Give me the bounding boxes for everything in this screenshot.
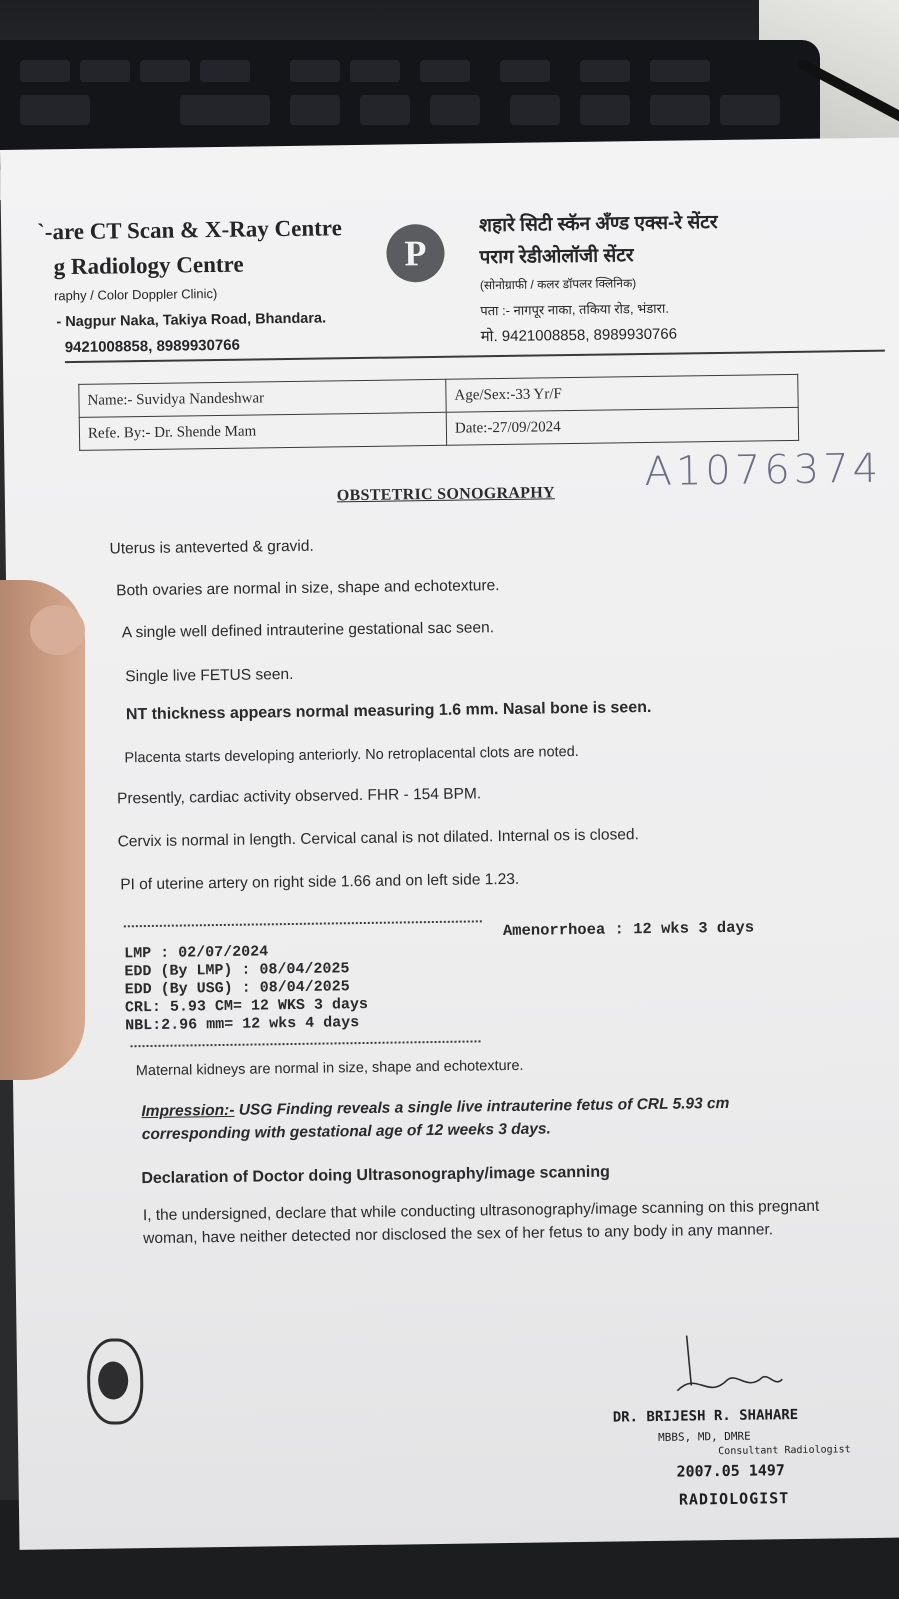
clinic-stamp	[87, 1338, 144, 1425]
keyboard-key	[430, 95, 480, 125]
keyboard-key	[420, 60, 470, 82]
keyboard-key	[580, 95, 630, 125]
keyboard-key	[200, 60, 250, 82]
doctor-registration: 2007.05 1497	[676, 1461, 786, 1481]
lmp-value: LMP : 02/07/2024	[124, 943, 269, 963]
clinic-address-hi: पता :- नागपूर नाका, तकिया रोड, भंडारा.	[480, 300, 669, 319]
finding-line: Cervix is normal in length. Cervical canal is not dilated. Internal os is closed.	[117, 826, 639, 851]
patient-age-sex: Age/Sex:-33 Yr/F	[446, 374, 798, 412]
declaration-title: Declaration of Doctor doing Ultrasonography/image scanning	[141, 1163, 610, 1188]
keyboard-key	[20, 60, 70, 82]
impression-label: Impression:-	[141, 1101, 235, 1121]
hand-thumb	[0, 580, 85, 1080]
keyboard-key	[720, 95, 780, 125]
finding-line: Single live FETUS seen.	[125, 665, 294, 686]
crl-value: CRL: 5.93 CM= 12 WKS 3 days	[124, 995, 369, 1017]
finding-line: NT thickness appears normal measuring 1.6 mm. Nasal bone is seen.	[125, 698, 652, 724]
doctor-role: RADIOLOGIST	[678, 1489, 790, 1509]
stamp-emblem	[98, 1361, 129, 1399]
referred-by: Refe. By:- Dr. Shende Mam	[79, 412, 446, 450]
dotted-divider	[131, 1040, 481, 1047]
keyboard-key	[80, 60, 130, 82]
finding-line: Both ovaries are normal in size, shape and echotexture.	[116, 577, 500, 600]
patient-info-table	[78, 374, 799, 451]
kidneys-finding: Maternal kidneys are normal in size, shape and echotexture.	[135, 1057, 524, 1080]
dotted-divider	[124, 920, 482, 927]
keyboard-key	[360, 95, 410, 125]
impression-paragraph	[141, 1090, 832, 1146]
signature-scrawl	[657, 1329, 788, 1411]
clinic-services-en: raphy / Color Doppler Clinic)	[53, 285, 218, 304]
finding-line: Uterus is anteverted & gravid.	[109, 537, 314, 558]
keyboard-key	[650, 95, 710, 125]
keyboard-key	[650, 60, 710, 82]
keyboard-key	[20, 95, 90, 125]
keyboard-key	[500, 60, 550, 82]
clinic-name-hi: शहारे सिटी स्कॅन अँण्ड एक्स-रे सेंटर	[478, 211, 718, 237]
keyboard-key	[140, 60, 190, 82]
keyboard-key	[510, 95, 560, 125]
clinic-phone-en: 9421008858, 8989930766	[64, 336, 241, 357]
report-paper	[0, 137, 899, 1549]
keyboard-key	[290, 60, 340, 82]
report-title: OBSTETRIC SONOGRAPHY	[336, 484, 556, 505]
amenorrhoea-value: Amenorrhoea : 12 wks 3 days	[502, 918, 755, 941]
impression-text: USG Finding reveals a single live intrauterine fetus of CRL 5.93 cm corresponding with gestational age of 12 weeks 3 days.	[141, 1094, 730, 1144]
thumb-nail	[30, 605, 85, 655]
finding-line: PI of uterine artery on right side 1.66 and on left side 1.23.	[120, 870, 520, 894]
edd-lmp-value: EDD (By LMP) : 08/04/2025	[124, 960, 350, 981]
keyboard-key	[180, 95, 270, 125]
finding-line: Presently, cardiac activity observed. FHR - 154 BPM.	[116, 785, 482, 808]
doctor-name: DR. BRIJESH R. SHAHARE	[612, 1406, 799, 1426]
edd-usg-value: EDD (By USG) : 08/04/2025	[124, 978, 350, 999]
handwritten-id: A1076374	[644, 445, 883, 496]
keyboard-key	[290, 95, 340, 125]
finding-line: A single well defined intrauterine gestational sac seen.	[121, 619, 495, 642]
patient-name: Name:- Suvidya Nandeshwar	[79, 379, 446, 417]
finding-line: Placenta starts developing anteriorly. No retroplacental clots are noted.	[124, 743, 579, 767]
clinic-logo	[386, 224, 445, 283]
declaration-text: I, the undersigned, declare that while conducting ultrasonography/image scanning on this pregnant woman, have neither detected nor disclosed the sex of her fetus to any body in any manner.	[142, 1197, 820, 1248]
doctor-subtitle: Consultant Radiologist	[718, 1444, 851, 1458]
clinic-subname-hi: पराग रेडीओलॉजी सेंटर	[479, 245, 634, 269]
clinic-phone-hi: मो. 9421008858, 8989930766	[480, 325, 678, 346]
doctor-degree: MBBS, MD, DMRE	[657, 1429, 751, 1444]
keyboard-key	[350, 60, 400, 82]
nbl-value: NBL:2.96 mm= 12 wks 4 days	[125, 1014, 360, 1035]
logo-letter: P	[404, 233, 427, 274]
report-date: Date:-27/09/2024	[446, 407, 798, 445]
clinic-address-en: - Nagpur Naka, Takiya Road, Bhandara.	[56, 310, 327, 331]
clinic-subname-en: g Radiology Centre	[53, 251, 244, 280]
clinic-services-hi: (सोनोग्राफी / कलर डॉपलर क्लिनिक)	[479, 276, 637, 293]
keyboard-key	[580, 60, 630, 82]
clinic-name-en: `-are CT Scan & X-Ray Centre	[36, 215, 343, 245]
